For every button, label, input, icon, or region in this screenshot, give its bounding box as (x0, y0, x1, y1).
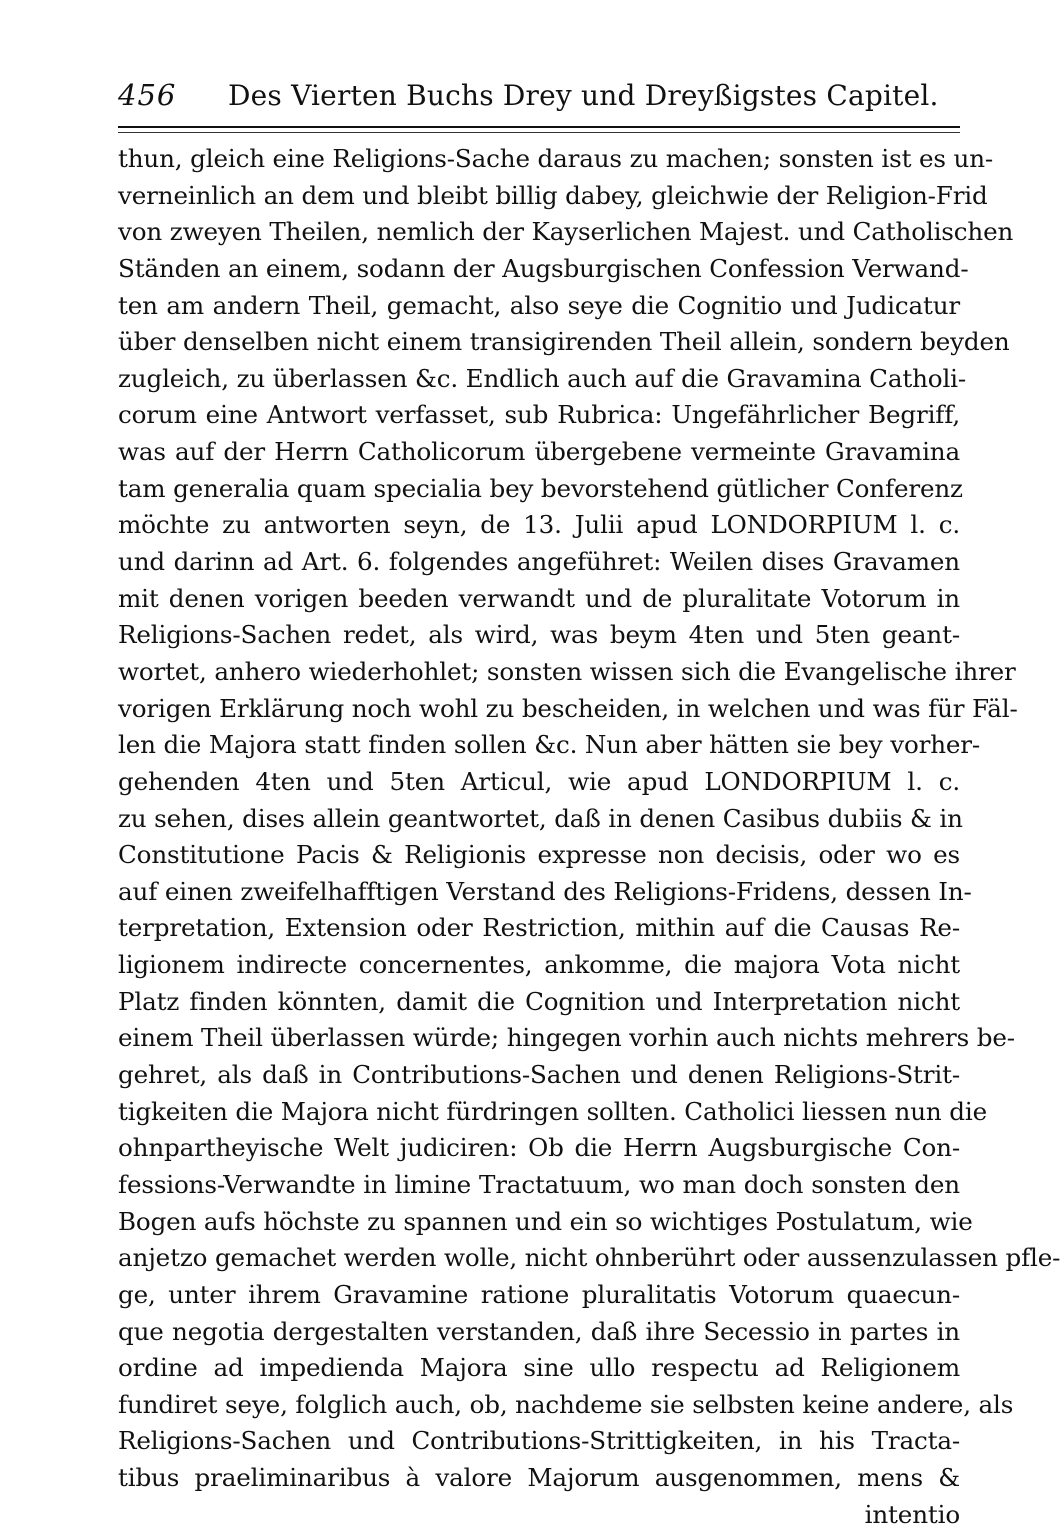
text-line: zu sehen, dises allein geantwortet, daß in denen Casibus dubiis & in (118, 803, 963, 833)
text-line: Bogen aufs höchste zu spannen und ein so wichtiges Postulatum, wie (118, 1206, 973, 1236)
text-line: ligionem indirecte concernentes, ankomme, die majora Vota nicht (118, 950, 960, 980)
text-line: zugleich, zu überlassen &c. Endlich auch auf die Gravamina Catholi- (118, 363, 967, 393)
text-line: was auf der Herrn Catholicorum übergebene vermeinte Gravamina (118, 437, 960, 467)
text-line: ten am andern Theil, gemacht, also seye die Cognitio und Judicatur (118, 290, 960, 320)
text-line: von zweyen Theilen, nemlich der Kayserlichen Majest. und Catholischen (118, 217, 1014, 247)
text-line: tibus praeliminaribus à valore Majorum ausgenommen, mens & (118, 1463, 960, 1493)
text-line: Constitutione Pacis & Religionis expresse non decisis, oder wo es (118, 840, 960, 870)
text-line: möchte zu antworten seyn, de 13. Julii apud LONDORPIUM l. c. (118, 510, 960, 540)
text-line: einem Theil überlassen würde; hingegen vorhin auch nichts mehrers be- (118, 1023, 1015, 1053)
text-line: über denselben nicht einem transigirenden Theil allein, sondern beyden (118, 327, 1010, 357)
text-line: Ständen an einem, sodann der Augsburgischen Confession Verwand- (118, 253, 969, 283)
text-line: fundiret seye, folglich auch, ob, nachdeme sie selbsten keine andere, als (118, 1389, 1014, 1419)
text-line: fessions-Verwandte in limine Tractatuum, wo man doch sonsten den (118, 1169, 960, 1199)
text-line: tam generalia quam specialia bey bevorstehend gütlicher Conferenz (118, 473, 963, 503)
catchword: intentio (864, 1499, 960, 1529)
page-number: 456 (118, 78, 177, 112)
text-line: terpretation, Extension oder Restriction, mithin auf die Causas Re- (118, 913, 960, 943)
text-line: wortet, anhero wiederhohlet; sonsten wissen sich die Evangelische ihrer (118, 656, 1016, 686)
text-line: vorigen Erklärung noch wohl zu bescheiden, in welchen und was für Fäl- (118, 693, 1018, 723)
header-rule (118, 126, 960, 128)
body-text (118, 141, 1060, 1533)
text-line: gehenden 4ten und 5ten Articul, wie apud LONDORPIUM l. c. (118, 766, 960, 796)
text-line: tigkeiten die Majora nicht fürdringen sollten. Catholici liessen nun die (118, 1096, 987, 1126)
text-line: ge, unter ihrem Gravamine ratione pluralitatis Votorum quaecun- (118, 1279, 960, 1309)
text-line: ohnpartheyische Welt judiciren: Ob die Herrn Augsburgische Con- (118, 1133, 960, 1163)
text-line: Platz finden könnten, damit die Cognition und Interpretation nicht (118, 986, 960, 1016)
text-line: verneinlich an dem und bleibt billig dabey, gleichwie der Religion-Frid (118, 180, 988, 210)
header-rule-thin (118, 132, 960, 133)
text-line: thun, gleich eine Religions-Sache daraus zu machen; sonsten ist es un- (118, 144, 994, 173)
text-line: auf einen zweifelhafftigen Verstand des Religions-Fridens, dessen In- (118, 876, 972, 906)
text-line: Religions-Sachen redet, als wird, was beym 4ten und 5ten geant- (118, 620, 960, 650)
text-line: Religions-Sachen und Contributions-Strittigkeiten, in his Tracta- (118, 1426, 960, 1456)
text-line: anjetzo gemachet werden wolle, nicht ohnberührt oder aussenzulassen pfle- (118, 1243, 1060, 1273)
text-line: que negotia dergestalten verstanden, daß ihre Secessio in partes in (118, 1316, 960, 1346)
page-header (118, 78, 958, 118)
text-line: und darinn ad Art. 6. folgendes angeführet: Weilen dises Gravamen (118, 547, 960, 577)
text-line: ordine ad impedienda Majora sine ullo respectu ad Religionem (118, 1353, 960, 1383)
text-line: len die Majora statt finden sollen &c. Nun aber hätten sie bey vorher- (118, 730, 981, 760)
text-line: mit denen vorigen beeden verwandt und de pluralitate Votorum in (118, 583, 960, 613)
text-line: corum eine Antwort verfasset, sub Rubrica: Ungefährlicher Begriff, (118, 400, 960, 430)
running-head: Des Vierten Buchs Drey und Dreyßigstes Capitel. (228, 79, 939, 112)
text-line: gehret, als daß in Contributions-Sachen und denen Religions-Strit- (118, 1060, 960, 1090)
